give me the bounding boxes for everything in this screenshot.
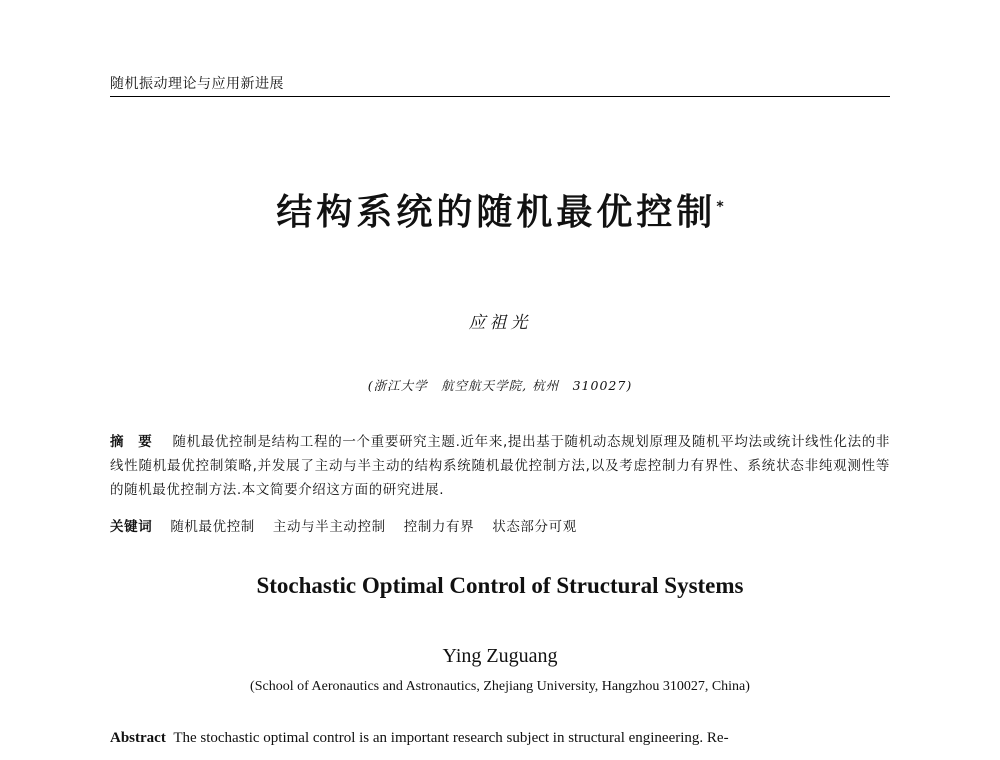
title-footnote-mark: * [716, 199, 724, 215]
abstract-en-text: The stochastic optimal control is an important research subject in structural engineering. Re- [173, 730, 729, 746]
keyword-item: 主动与半主动控制 [272, 519, 386, 535]
truncated-next-line [110, 752, 890, 760]
abstract-cn [110, 430, 890, 502]
paper-title-en: Stochastic Optimal Control of Structural Systems [256, 573, 744, 598]
author-cn: 应祖光 [468, 313, 532, 333]
abstract-en [110, 728, 890, 748]
keyword-item: 控制力有界 [403, 519, 475, 535]
affiliation-cn: (浙江大学 航空航天学院, 杭州 310027) [367, 378, 633, 393]
abstract-cn-label: 摘 要 [110, 434, 153, 450]
paper-title-cn-text: 结构系统的随机最优控制 [276, 192, 717, 233]
abstract-cn-text: 随机最优控制是结构工程的一个重要研究主题.近年来,提出基于随机动态规划原理及随机平均法或统计线性化法的非线性随机最优控制策略,并发展了主动与半主动的结构系统随机最优控制方法,以及考虑控制力有界性、系统状态非纯观测性等的随机最优控制方法.本文简要介绍这方面的研究进展. [110, 434, 890, 498]
keywords-cn-label: 关键词 [110, 519, 153, 535]
keyword-item: 状态部分可观 [492, 519, 577, 535]
title-block [0, 182, 1000, 238]
affiliation-en: (School of Aeronautics and Astronautics, Zhejiang University, Hangzhou 310027, China) [250, 679, 750, 694]
author-en: Ying Zuguang [442, 645, 558, 667]
running-header: 随机振动理论与应用新进展 [110, 76, 284, 92]
keyword-item: 随机最优控制 [170, 519, 255, 535]
paper-title-cn [276, 192, 723, 233]
header-rule [110, 96, 890, 97]
keywords-cn [110, 515, 890, 539]
abstract-en-label: Abstract [110, 730, 166, 746]
